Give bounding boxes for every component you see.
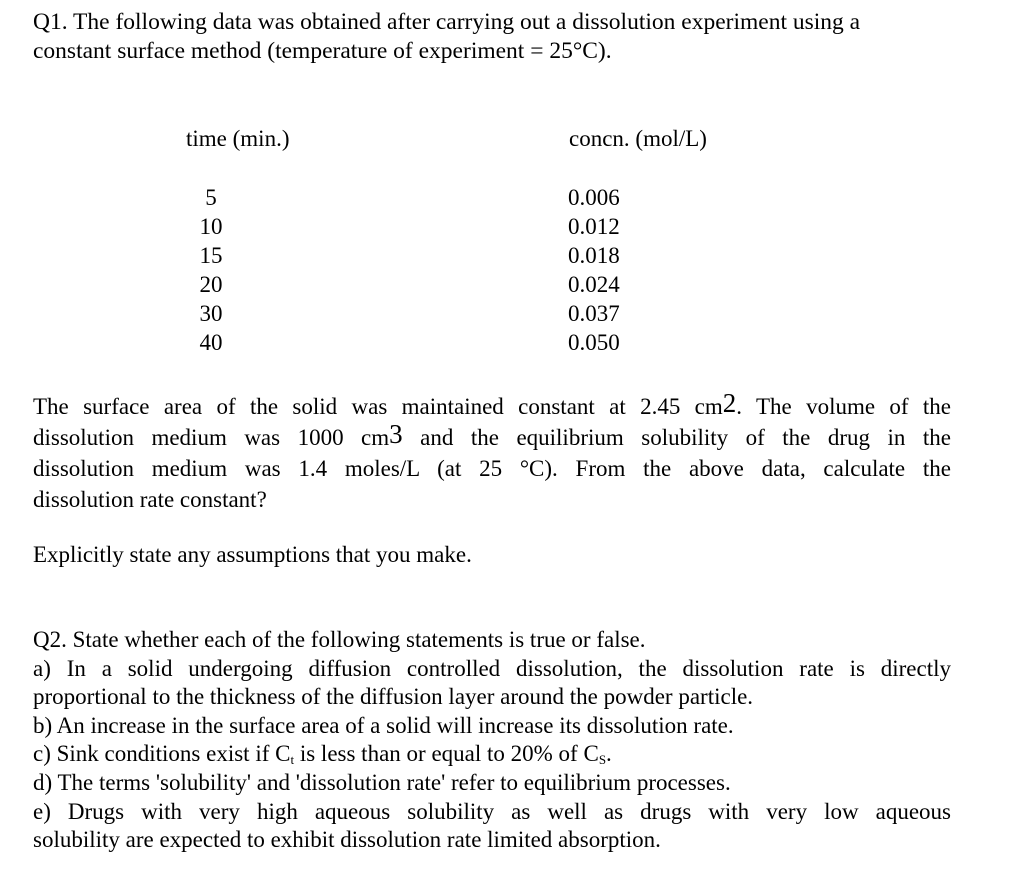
paragraph-line [33,419,951,453]
statement-e-line-1: e) Drugs with very high aqueous solubility as well as drugs with very low aqueous [33,798,951,824]
assumptions-note: Explicitly state any assumptions that you make. [33,542,472,567]
paragraph-line: dissolution medium was 1.4 moles/L (at 25 °C). From the above data, calculate the [33,456,951,481]
subscript-t: t [290,752,295,768]
statement-e-line-2: solubility are expected to exhibit dissolution rate limited absorption. [33,827,661,853]
paragraph-text: dissolution medium was 1000 cm [33,425,390,450]
concentration-cell: 0.012 [568,214,620,239]
q1-problem-paragraph [33,388,951,515]
q1-heading-line-2: constant surface method (temperature of experiment = 25°C). [33,38,612,64]
time-column [185,183,237,357]
paragraph-line: dissolution rate constant? [33,487,267,512]
time-cell: 40 [199,330,223,355]
concentration-cell: 0.024 [568,272,620,297]
paragraph-text: The surface area of the solid was maintained constant at 2.45 cm [33,394,723,419]
statement-c-text: . [606,741,612,767]
q2-title: Q2. State whether each of the following statements is true or false. [33,627,646,652]
concentration-column [568,183,620,357]
time-cell: 30 [199,301,223,326]
statement-c [33,740,951,769]
concentration-cell: 0.006 [568,185,620,210]
q1-heading [33,8,963,66]
statement-d: d) The terms 'solubility' and 'dissolution rate' refer to equilibrium processes. [33,769,731,795]
table-header-concentration: concn. (mol/L) [569,126,707,151]
time-cell: 20 [199,272,223,297]
superscript: 2 [722,388,737,418]
time-cell: 5 [205,185,217,210]
superscript: 3 [389,419,403,449]
concentration-cell: 0.018 [568,243,620,268]
statement-a-line-1: a) In a solid undergoing diffusion controlled dissolution, the dissolution rate is directly [33,655,951,681]
time-cell: 15 [199,243,223,268]
table-header-time: time (min.) [186,126,290,151]
q1-heading-line-1: Q1. The following data was obtained after carrying out a dissolution experiment using a [33,9,861,35]
statement-c-text: c) Sink conditions exist if C [33,741,291,767]
statement-c-text: is less than or equal to 20% of C [294,741,599,767]
concentration-cell: 0.050 [568,330,620,355]
statement-a-line-2: proportional to the thickness of the diffusion layer around the powder particle. [33,684,754,710]
paragraph-text: and the equilibrium solubility of the drug in the [402,425,951,450]
paragraph-line [33,388,951,422]
paragraph-text: . The volume of the [736,394,951,419]
time-cell: 10 [199,214,223,239]
q2-section [33,626,951,855]
statement-b: b) An increase in the surface area of a solid will increase its dissolution rate. [33,712,734,738]
subscript-s: S [598,752,607,768]
concentration-cell: 0.037 [568,301,620,326]
